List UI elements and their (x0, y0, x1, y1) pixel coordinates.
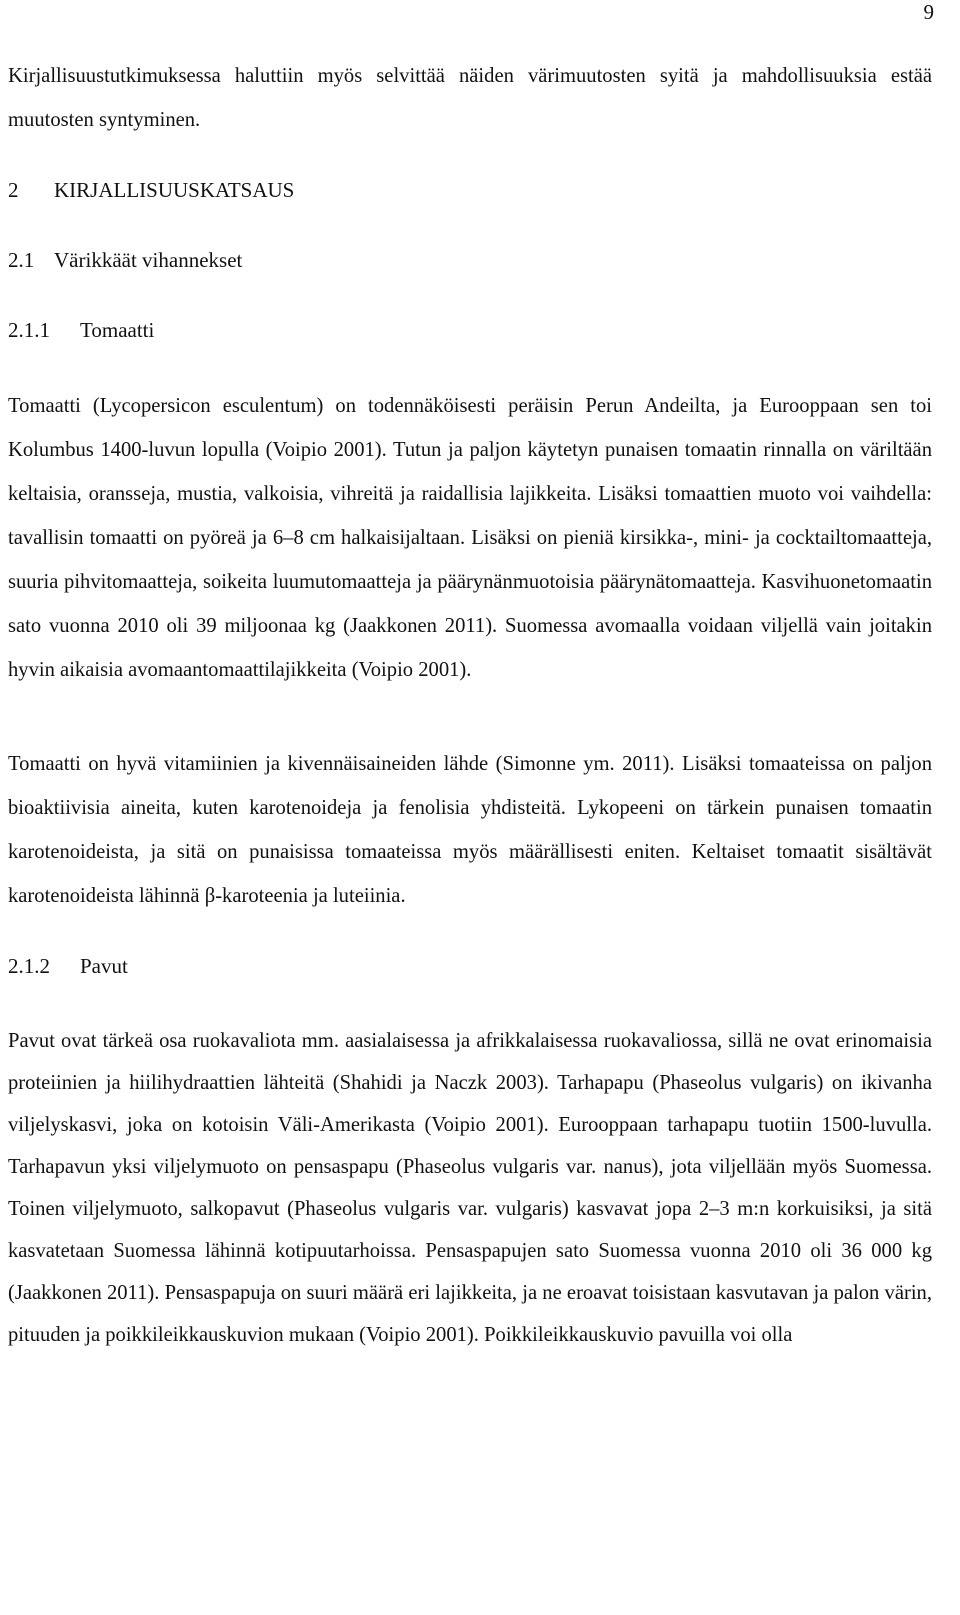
page-number: 9 (923, 0, 934, 24)
section-heading (8, 238, 932, 282)
document-body (8, 54, 932, 1356)
chapter-number: 2 (8, 178, 19, 202)
subsection-title: Tomaatti (80, 318, 155, 342)
spacer (8, 212, 932, 238)
beans-paragraph-1: Pavut ovat tärkeä osa ruokavaliota mm. aasialaisessa ja afrikkalaisessa ruokavaliossa, sillä ne ovat erinomaisia proteiinien ja hiilihydraattien lähteitä (Shahidi ja Naczk 2003). Tarhapapu (Phaseolus vulgaris) on ikivanha viljelyskasvi, joka on kotoisin Väli-Amerikasta (Voipio 2001). Eurooppaan tarhapapu tuotiin 1500-luvulla. Tarhapavun yksi viljelymuoto on pensaspapu (Phaseolus vulgaris var. nanus), jota viljellään myös Suomessa. Toinen viljelymuoto, salkopavut (Phaseolus vulgaris var. vulgaris) kasvavat jopa 2–3 m:n korkuisiksi, ja sitä kasvatetaan Suomessa lähinnä kotipuutarhoissa. Pensaspapujen sato Suomessa vuonna 2010 oli 36 000 kg (Jaakkonen 2011). Pensaspapuja on suuri määrä eri lajikkeita, ja ne eroavat toisistaan kasvutavan ja palon värin, pituuden ja poikkileikkauskuvion mukaan (Voipio 2001). Poikkileikkauskuvio pavuilla voi olla (8, 1030, 932, 1346)
tomato-paragraph-1: Tomaatti (Lycopersicon esculentum) on todennäköisesti peräisin Perun Andeilta, ja Eurooppaan sen toi Kolumbus 1400-luvun lopulla (Voipio 2001). Tutun ja paljon käytetyn punaisen tomaatin rinnalla on väriltään keltaisia, oransseja, mustia, valkoisia, vihreitä ja raidallisia lajikkeita. Lisäksi tomaattien muoto voi vaihdella: tavallisin tomaatti on pyöreä ja 6–8 cm halkaisijaltaan. Lisäksi on pieniä kirsikka-, mini- ja cocktailtomaatteja, suuria pihvitomaatteja, soikeita luumutomaatteja ja päärynänmuotoisia päärynätomaatteja. Kasvihuonetomaatin sato vuonna 2010 oli 39 miljoonaa kg (Jaakkonen 2011). Suomessa avomaalla voidaan viljellä vain joitakin hyvin aikaisia avomaantomaattilajikkeita (Voipio 2001). (8, 395, 932, 681)
subsection-heading-beans (8, 944, 932, 988)
subsection-title: Pavut (80, 954, 128, 978)
section-number: 2.1 (8, 248, 35, 272)
spacer (8, 142, 932, 168)
intro-paragraph: Kirjallisuustutkimuksessa haluttiin myös selvittää näiden värimuutosten syitä ja mahdollisuuksia estää muutosten syntyminen. (8, 65, 932, 131)
chapter-title: KIRJALLISUUSKATSAUS (54, 178, 295, 202)
subsection-heading-tomato (8, 308, 932, 352)
spacer (8, 352, 932, 384)
section-title: Värikkäät vihannekset (54, 248, 243, 272)
spacer (8, 918, 932, 944)
chapter-heading (8, 168, 932, 212)
spacer (8, 692, 932, 742)
tomato-paragraph-2: Tomaatti on hyvä vitamiinien ja kivennäisaineiden lähde (Simonne ym. 2011). Lisäksi tomaateissa on paljon bioaktiivisia aineita, kuten karotenoideja ja fenolisia yhdisteitä. Lykopeeni on tärkein punaisen tomaatin karotenoideista, ja sitä on punaisissa tomaateissa myös määrällisesti eniten. Keltaiset tomaatit sisältävät karotenoideista lähinnä β-karoteenia ja luteiinia. (8, 753, 932, 907)
spacer (8, 282, 932, 308)
spacer (8, 988, 932, 1020)
subsection-number: 2.1.2 (8, 954, 50, 978)
subsection-number: 2.1.1 (8, 318, 50, 342)
